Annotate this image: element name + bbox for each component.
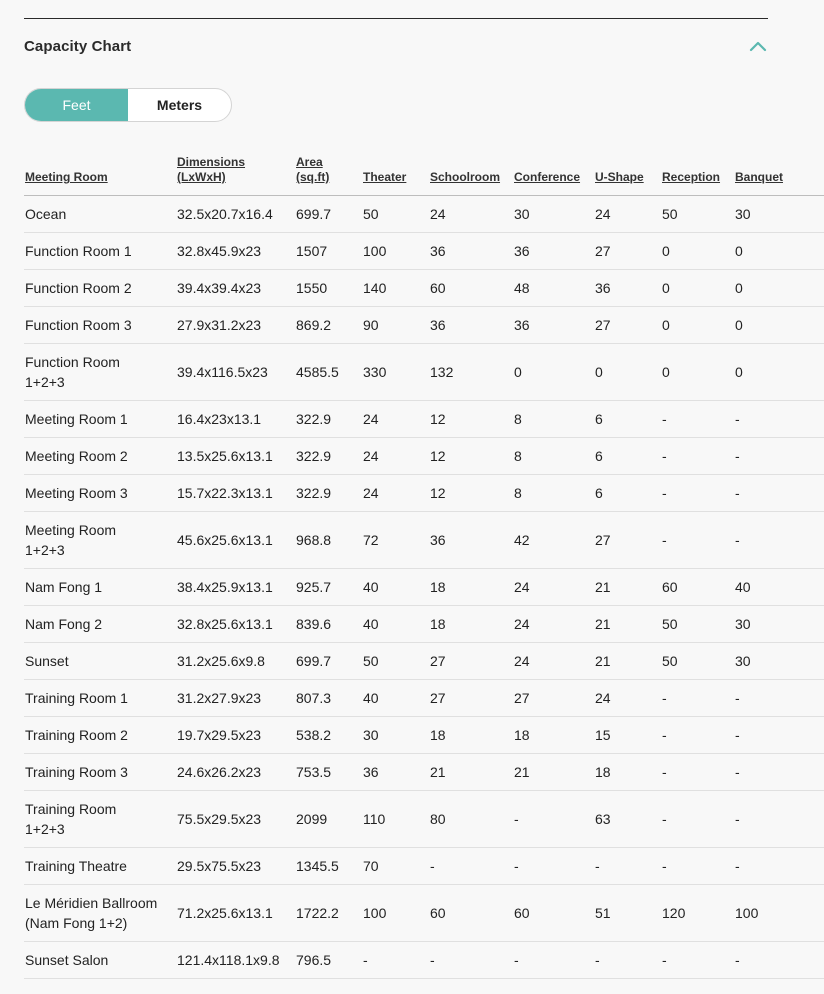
cell-reception: - bbox=[661, 475, 734, 512]
cell-conference: - bbox=[513, 942, 594, 979]
cell-dimensions: 71.2x25.6x13.1 bbox=[176, 885, 295, 942]
room-name-text: 1+2+3 bbox=[25, 821, 65, 837]
cell-dimensions: 27.9x31.2x23 bbox=[176, 307, 295, 344]
cell-reception: - bbox=[661, 942, 734, 979]
column-header-meeting-room[interactable] bbox=[24, 152, 176, 196]
cell-u-shape: 21 bbox=[594, 606, 661, 643]
column-header-text: Schoolroom bbox=[430, 170, 501, 184]
cell-area: 699.7 bbox=[295, 643, 362, 680]
cell-banquet: 100 bbox=[734, 885, 824, 942]
cell-theater: - bbox=[362, 942, 429, 979]
table-row bbox=[24, 754, 824, 791]
capacity-table-container[interactable] bbox=[24, 152, 783, 979]
meters-option[interactable]: Meters bbox=[156, 97, 203, 113]
cell-dimensions: 13.5x25.6x13.1 bbox=[176, 438, 295, 475]
cell-theater: 24 bbox=[362, 438, 429, 475]
capacity-table bbox=[24, 152, 824, 979]
cell-u-shape: 63 bbox=[594, 791, 661, 848]
cell-conference: 42 bbox=[513, 512, 594, 569]
cell-area: 1345.5 bbox=[295, 848, 362, 885]
table-row bbox=[24, 401, 824, 438]
section-title: Capacity Chart bbox=[24, 38, 132, 55]
cell-theater: 90 bbox=[362, 307, 429, 344]
cell-u-shape: 24 bbox=[594, 196, 661, 233]
cell-dimensions: 38.4x25.9x13.1 bbox=[176, 569, 295, 606]
room-name-text: Training Room bbox=[25, 801, 117, 817]
cell-u-shape: 6 bbox=[594, 475, 661, 512]
room-name-text: Sunset bbox=[25, 653, 69, 669]
column-header-reception[interactable] bbox=[661, 152, 734, 196]
cell-dimensions: 75.5x29.5x23 bbox=[176, 791, 295, 848]
cell-schoolroom: 12 bbox=[429, 475, 513, 512]
cell-theater: 24 bbox=[362, 475, 429, 512]
cell-banquet: 0 bbox=[734, 233, 824, 270]
cell-banquet: - bbox=[734, 791, 824, 848]
room-name-text: Training Room 1 bbox=[25, 690, 128, 706]
cell-banquet: - bbox=[734, 942, 824, 979]
cell-dimensions: 45.6x25.6x13.1 bbox=[176, 512, 295, 569]
cell-dimensions: 31.2x27.9x23 bbox=[176, 680, 295, 717]
cell-theater: 70 bbox=[362, 848, 429, 885]
column-header-dimensions[interactable] bbox=[176, 152, 295, 196]
cell-schoolroom: 132 bbox=[429, 344, 513, 401]
column-header-text: Meeting Room bbox=[25, 170, 108, 184]
table-body bbox=[24, 196, 824, 979]
table-row bbox=[24, 606, 824, 643]
cell-conference: 8 bbox=[513, 401, 594, 438]
cell-area: 322.9 bbox=[295, 438, 362, 475]
cell-u-shape: 18 bbox=[594, 754, 661, 791]
cell-banquet: - bbox=[734, 754, 824, 791]
cell-conference: 27 bbox=[513, 680, 594, 717]
cell-dimensions: 29.5x75.5x23 bbox=[176, 848, 295, 885]
room-name-text: Function Room 2 bbox=[25, 280, 132, 296]
table-row bbox=[24, 848, 824, 885]
cell-schoolroom: 18 bbox=[429, 717, 513, 754]
cell-u-shape: 15 bbox=[594, 717, 661, 754]
cell-area: 796.5 bbox=[295, 942, 362, 979]
room-name-cell bbox=[24, 569, 176, 606]
cell-conference: 36 bbox=[513, 233, 594, 270]
column-header-text: U-Shape bbox=[595, 170, 644, 184]
cell-conference: 30 bbox=[513, 196, 594, 233]
cell-theater: 100 bbox=[362, 233, 429, 270]
cell-area: 4585.5 bbox=[295, 344, 362, 401]
capacity-chart-section bbox=[24, 18, 783, 968]
room-name-cell bbox=[24, 401, 176, 438]
room-name-text: Function Room 3 bbox=[25, 317, 132, 333]
column-header-text: Conference bbox=[514, 170, 581, 184]
cell-schoolroom: 18 bbox=[429, 606, 513, 643]
cell-schoolroom: 12 bbox=[429, 438, 513, 475]
room-name-text: Function Room 1 bbox=[25, 243, 132, 259]
room-name-cell bbox=[24, 643, 176, 680]
room-name-cell bbox=[24, 717, 176, 754]
table-row bbox=[24, 942, 824, 979]
cell-u-shape: 51 bbox=[594, 885, 661, 942]
room-name-cell bbox=[24, 196, 176, 233]
cell-dimensions: 39.4x116.5x23 bbox=[176, 344, 295, 401]
cell-dimensions: 16.4x23x13.1 bbox=[176, 401, 295, 438]
table-row bbox=[24, 438, 824, 475]
room-name-cell bbox=[24, 942, 176, 979]
cell-reception: - bbox=[661, 438, 734, 475]
cell-dimensions: 31.2x25.6x9.8 bbox=[176, 643, 295, 680]
table-row bbox=[24, 791, 824, 848]
room-name-text: Function Room bbox=[25, 354, 120, 370]
cell-banquet: - bbox=[734, 680, 824, 717]
cell-u-shape: 0 bbox=[594, 344, 661, 401]
cell-reception: 0 bbox=[661, 270, 734, 307]
cell-reception: 50 bbox=[661, 196, 734, 233]
column-header-schoolroom[interactable] bbox=[429, 152, 513, 196]
cell-conference: 0 bbox=[513, 344, 594, 401]
cell-u-shape: 27 bbox=[594, 233, 661, 270]
table-row bbox=[24, 307, 824, 344]
cell-schoolroom: 24 bbox=[429, 196, 513, 233]
cell-reception: 120 bbox=[661, 885, 734, 942]
room-name-cell bbox=[24, 791, 176, 848]
chevron-up-icon[interactable] bbox=[748, 39, 768, 53]
cell-u-shape: 27 bbox=[594, 307, 661, 344]
cell-theater: 100 bbox=[362, 885, 429, 942]
feet-option[interactable]: Feet bbox=[25, 89, 128, 121]
cell-schoolroom: 80 bbox=[429, 791, 513, 848]
table-row bbox=[24, 680, 824, 717]
column-header-banquet[interactable] bbox=[734, 152, 824, 196]
column-header-text: Dimensions bbox=[177, 155, 246, 169]
cell-u-shape: - bbox=[594, 848, 661, 885]
cell-theater: 50 bbox=[362, 196, 429, 233]
cell-reception: 0 bbox=[661, 344, 734, 401]
cell-area: 322.9 bbox=[295, 401, 362, 438]
cell-u-shape: 21 bbox=[594, 643, 661, 680]
cell-reception: - bbox=[661, 848, 734, 885]
room-name-text: Meeting Room 2 bbox=[25, 448, 128, 464]
column-header-area[interactable] bbox=[295, 152, 362, 196]
room-name-text: Sunset Salon bbox=[25, 952, 109, 968]
cell-conference: 60 bbox=[513, 885, 594, 942]
table-row bbox=[24, 717, 824, 754]
cell-theater: 40 bbox=[362, 680, 429, 717]
cell-area: 1722.2 bbox=[295, 885, 362, 942]
cell-schoolroom: 36 bbox=[429, 307, 513, 344]
cell-schoolroom: 21 bbox=[429, 754, 513, 791]
room-name-cell bbox=[24, 270, 176, 307]
cell-reception: - bbox=[661, 791, 734, 848]
cell-dimensions: 32.8x25.6x13.1 bbox=[176, 606, 295, 643]
cell-conference: 24 bbox=[513, 569, 594, 606]
room-name-cell bbox=[24, 438, 176, 475]
cell-conference: 48 bbox=[513, 270, 594, 307]
cell-u-shape: 24 bbox=[594, 680, 661, 717]
cell-banquet: - bbox=[734, 512, 824, 569]
room-name-cell bbox=[24, 848, 176, 885]
cell-reception: 50 bbox=[661, 606, 734, 643]
cell-schoolroom: 36 bbox=[429, 512, 513, 569]
cell-u-shape: 36 bbox=[594, 270, 661, 307]
cell-reception: 0 bbox=[661, 307, 734, 344]
cell-area: 869.2 bbox=[295, 307, 362, 344]
room-name-text: Training Room 3 bbox=[25, 764, 128, 780]
cell-area: 2099 bbox=[295, 791, 362, 848]
cell-theater: 30 bbox=[362, 717, 429, 754]
column-header-text: Area bbox=[296, 155, 323, 169]
cell-u-shape: - bbox=[594, 942, 661, 979]
cell-dimensions: 24.6x26.2x23 bbox=[176, 754, 295, 791]
cell-theater: 330 bbox=[362, 344, 429, 401]
cell-conference: 18 bbox=[513, 717, 594, 754]
cell-area: 925.7 bbox=[295, 569, 362, 606]
cell-schoolroom: - bbox=[429, 848, 513, 885]
cell-theater: 140 bbox=[362, 270, 429, 307]
table-row bbox=[24, 885, 824, 942]
cell-banquet: 0 bbox=[734, 307, 824, 344]
cell-reception: - bbox=[661, 680, 734, 717]
cell-theater: 40 bbox=[362, 569, 429, 606]
room-name-cell bbox=[24, 475, 176, 512]
column-header-text: Theater bbox=[363, 170, 407, 184]
cell-conference: 21 bbox=[513, 754, 594, 791]
cell-area: 322.9 bbox=[295, 475, 362, 512]
cell-area: 839.6 bbox=[295, 606, 362, 643]
cell-banquet: - bbox=[734, 717, 824, 754]
cell-banquet: 40 bbox=[734, 569, 824, 606]
room-name-text: 1+2+3 bbox=[25, 542, 65, 558]
room-name-cell bbox=[24, 680, 176, 717]
room-name-cell bbox=[24, 885, 176, 942]
cell-banquet: 0 bbox=[734, 270, 824, 307]
room-name-text: Meeting Room 3 bbox=[25, 485, 128, 501]
room-name-text: Meeting Room bbox=[25, 522, 117, 538]
room-name-cell bbox=[24, 344, 176, 401]
cell-banquet: - bbox=[734, 848, 824, 885]
room-name-text: Nam Fong 2 bbox=[25, 616, 103, 632]
cell-banquet: - bbox=[734, 401, 824, 438]
cell-banquet: - bbox=[734, 438, 824, 475]
table-row bbox=[24, 512, 824, 569]
cell-reception: - bbox=[661, 401, 734, 438]
cell-schoolroom: 12 bbox=[429, 401, 513, 438]
cell-area: 1550 bbox=[295, 270, 362, 307]
table-row bbox=[24, 196, 824, 233]
room-name-text: (Nam Fong 1+2) bbox=[25, 915, 128, 931]
room-name-text: 1+2+3 bbox=[25, 374, 65, 390]
cell-banquet: - bbox=[734, 475, 824, 512]
cell-u-shape: 6 bbox=[594, 438, 661, 475]
cell-theater: 36 bbox=[362, 754, 429, 791]
cell-u-shape: 6 bbox=[594, 401, 661, 438]
cell-area: 699.7 bbox=[295, 196, 362, 233]
cell-theater: 24 bbox=[362, 401, 429, 438]
cell-reception: - bbox=[661, 717, 734, 754]
cell-dimensions: 39.4x39.4x23 bbox=[176, 270, 295, 307]
cell-banquet: 30 bbox=[734, 196, 824, 233]
table-row bbox=[24, 233, 824, 270]
cell-conference: 36 bbox=[513, 307, 594, 344]
cell-theater: 110 bbox=[362, 791, 429, 848]
cell-schoolroom: 60 bbox=[429, 270, 513, 307]
cell-banquet: 30 bbox=[734, 643, 824, 680]
room-name-text: Meeting Room 1 bbox=[25, 411, 128, 427]
cell-conference: 24 bbox=[513, 606, 594, 643]
cell-conference: 24 bbox=[513, 643, 594, 680]
cell-dimensions: 15.7x22.3x13.1 bbox=[176, 475, 295, 512]
table-row bbox=[24, 270, 824, 307]
cell-reception: - bbox=[661, 754, 734, 791]
cell-reception: 50 bbox=[661, 643, 734, 680]
table-header-row bbox=[24, 152, 824, 196]
cell-conference: - bbox=[513, 791, 594, 848]
section-header[interactable] bbox=[24, 19, 768, 75]
room-name-text: Training Theatre bbox=[25, 858, 127, 874]
table-row bbox=[24, 344, 824, 401]
room-name-cell bbox=[24, 606, 176, 643]
cell-dimensions: 121.4x118.1x9.8 bbox=[176, 942, 295, 979]
column-header-text: (LxWxH) bbox=[177, 170, 226, 184]
column-header-text: Reception bbox=[662, 170, 721, 184]
cell-area: 538.2 bbox=[295, 717, 362, 754]
cell-conference: 8 bbox=[513, 475, 594, 512]
table-row bbox=[24, 475, 824, 512]
cell-area: 1507 bbox=[295, 233, 362, 270]
cell-conference: - bbox=[513, 848, 594, 885]
column-header-text: Banquet bbox=[735, 170, 783, 184]
cell-schoolroom: 27 bbox=[429, 680, 513, 717]
column-header-theater[interactable] bbox=[362, 152, 429, 196]
cell-schoolroom: - bbox=[429, 942, 513, 979]
room-name-text: Le Méridien Ballroom bbox=[25, 895, 158, 911]
cell-schoolroom: 60 bbox=[429, 885, 513, 942]
column-header-conference[interactable] bbox=[513, 152, 594, 196]
room-name-cell bbox=[24, 233, 176, 270]
room-name-cell bbox=[24, 512, 176, 569]
room-name-cell bbox=[24, 307, 176, 344]
cell-reception: 0 bbox=[661, 233, 734, 270]
cell-dimensions: 32.5x20.7x16.4 bbox=[176, 196, 295, 233]
cell-conference: 8 bbox=[513, 438, 594, 475]
cell-theater: 40 bbox=[362, 606, 429, 643]
cell-schoolroom: 18 bbox=[429, 569, 513, 606]
table-row bbox=[24, 569, 824, 606]
room-name-cell bbox=[24, 754, 176, 791]
cell-u-shape: 21 bbox=[594, 569, 661, 606]
cell-dimensions: 32.8x45.9x23 bbox=[176, 233, 295, 270]
column-header-text: (sq.ft) bbox=[296, 170, 330, 184]
room-name-text: Ocean bbox=[25, 206, 67, 222]
unit-toggle bbox=[24, 88, 232, 122]
cell-banquet: 30 bbox=[734, 606, 824, 643]
cell-banquet: 0 bbox=[734, 344, 824, 401]
cell-area: 753.5 bbox=[295, 754, 362, 791]
cell-reception: 60 bbox=[661, 569, 734, 606]
cell-area: 807.3 bbox=[295, 680, 362, 717]
cell-u-shape: 27 bbox=[594, 512, 661, 569]
cell-schoolroom: 27 bbox=[429, 643, 513, 680]
room-name-text: Training Room 2 bbox=[25, 727, 128, 743]
cell-theater: 72 bbox=[362, 512, 429, 569]
table-row bbox=[24, 643, 824, 680]
room-name-text: Nam Fong 1 bbox=[25, 579, 103, 595]
cell-reception: - bbox=[661, 512, 734, 569]
column-header-u-shape[interactable] bbox=[594, 152, 661, 196]
cell-theater: 50 bbox=[362, 643, 429, 680]
cell-area: 968.8 bbox=[295, 512, 362, 569]
cell-schoolroom: 36 bbox=[429, 233, 513, 270]
cell-dimensions: 19.7x29.5x23 bbox=[176, 717, 295, 754]
